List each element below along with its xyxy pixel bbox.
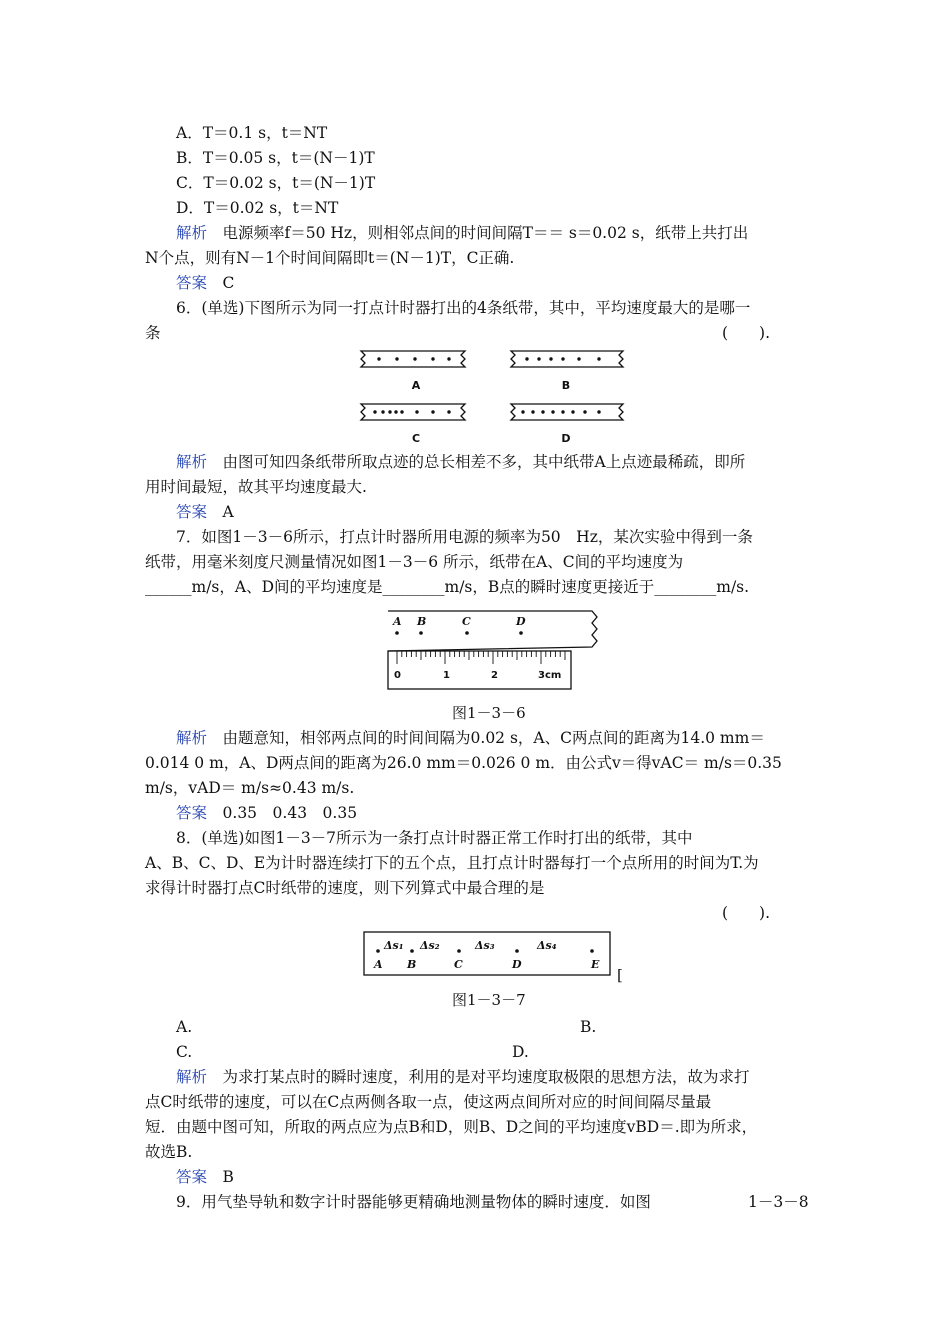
ruler-tick-2: 2 [491, 670, 498, 681]
tape-point-a: A [374, 958, 383, 971]
q8-analysis-line-2: 点C时纸带的速度，可以在C点两侧各取一点，使这两点间所对应的时间间隔尽量最 [145, 1093, 712, 1111]
ruler-point-c: C [462, 615, 471, 628]
q5-option-b: B．T＝0.05 s，t＝(N－1)T [176, 149, 375, 167]
q8-analysis-text-1: 为求打某点时的瞬时速度，利用的是对平均速度取极限的思想方法，故为求打 [222, 1068, 750, 1086]
q7-stem-line-3: ______m/s，A、D间的平均速度是________m/s，B点的瞬时速度更接近于________m/s. [145, 578, 750, 596]
answer-label: 答案 [176, 1168, 208, 1186]
q7-ruler-figure [385, 608, 605, 692]
q6-analysis-text-1: 由图可知四条纸带所取点迹的总长相差不多，其中纸带A上点迹最稀疏，即所 [222, 453, 746, 471]
tape-label-a: A [411, 379, 421, 392]
ruler-point-b: B [417, 615, 427, 628]
analysis-label: 解析 [176, 453, 208, 471]
q5-answer-value: C [222, 274, 235, 292]
q6-tapes-figure [355, 346, 630, 448]
q8-option-a: A. [176, 1018, 193, 1036]
delta-s4: Δs₄ [537, 939, 557, 952]
q7-stem-line-2: 纸带，用毫米刻度尺测量情况如图1－3－6 所示，纸带在A、C间的平均速度为 [145, 553, 684, 571]
analysis-label: 解析 [176, 224, 208, 242]
q5-analysis-line-1 [176, 223, 748, 243]
q8-option-c: C. [176, 1043, 193, 1061]
q9-stem-line-1: 9．用气垫导轨和数字计时器能够更精确地测量物体的瞬时速度．如图 [176, 1193, 651, 1211]
q8-answer-value: B [222, 1168, 234, 1186]
ruler-tick-0: 0 [394, 670, 401, 681]
q7-analysis-line-3: m/s，vAD＝ m/s≈0.43 m/s. [145, 779, 355, 797]
ruler-point-d: D [516, 615, 526, 628]
q6-answer-blank: ( ). [722, 324, 771, 342]
delta-s1: Δs₁ [384, 939, 404, 952]
q6-analysis-line-1 [176, 452, 745, 472]
q8-option-d: D. [512, 1043, 529, 1061]
q8-analysis-line-1 [176, 1067, 750, 1087]
tape-point-e: E [591, 958, 600, 971]
q6-analysis-line-2: 用时间最短，故其平均速度最大. [145, 478, 367, 496]
q7-stem-line-1: 7．如图1－3－6所示，打点计时器所用电源的频率为50 Hz，某次实验中得到一条 [176, 528, 753, 546]
q9-figure-ref: 1－3－8 [748, 1193, 809, 1211]
q5-answer [176, 273, 234, 293]
answer-label: 答案 [176, 804, 208, 822]
q6-stem-line-1: 6．(单选)下图所示为同一打点计时器打出的4条纸带，其中，平均速度最大的是哪一 [176, 299, 751, 317]
tape-point-c: C [454, 958, 463, 971]
q5-option-c: C．T＝0.02 s，t＝(N－1)T [176, 174, 376, 192]
tape-point-b: B [407, 958, 417, 971]
q5-analysis-text-1: 电源频率f＝50 Hz，则相邻点间的时间间隔T＝＝ s＝0.02 s，纸带上共打出 [222, 224, 749, 242]
q7-analysis-line-2: 0.014 0 m，A、D两点间的距离为26.0 mm＝0.026 0 m．由公式v＝得vAC＝ m/s＝0.35 [145, 754, 782, 772]
tape-label-c: C [411, 432, 421, 445]
q7-answer-value: 0.35 0.43 0.35 [222, 804, 358, 822]
tape-point-d: D [512, 958, 522, 971]
stray-bracket: [ [617, 966, 623, 984]
tape-label-b: B [561, 379, 571, 392]
q7-analysis-text-1: 由题意知，相邻两点间的时间间隔为0.02 s，A、C两点间的距离为14.0 mm＝ [222, 729, 765, 747]
q8-tape-figure [362, 930, 614, 978]
q7-figure-caption: 图1－3－6 [452, 704, 526, 722]
q7-answer [176, 803, 357, 823]
ruler-tick-3: 3cm [538, 670, 562, 681]
delta-s3: Δs₃ [475, 939, 495, 952]
q5-option-d: D．T＝0.02 s，t＝NT [176, 199, 339, 217]
ruler-tick-1: 1 [443, 670, 450, 681]
q5-option-a: A．T＝0.1 s，t＝NT [176, 124, 328, 142]
q8-answer-blank: ( ). [722, 904, 771, 922]
q7-analysis-line-1 [176, 728, 765, 748]
q6-answer [176, 502, 234, 522]
q8-answer [176, 1167, 234, 1187]
q8-analysis-line-3: 短．由题中图可知，所取的两点应为点B和D，则B、D之间的平均速度vBD＝.即为所求， [145, 1118, 758, 1136]
q8-option-b: B. [580, 1018, 597, 1036]
q8-analysis-line-4: 故选B. [145, 1143, 193, 1161]
analysis-label: 解析 [176, 1068, 208, 1086]
q8-stem-line-1: 8．(单选)如图1－3－7所示为一条打点计时器正常工作时打出的纸带，其中 [176, 829, 693, 847]
q5-analysis-line-2: N个点，则有N－1个时间间隔即t＝(N－1)T，C正确. [145, 249, 515, 267]
delta-s2: Δs₂ [420, 939, 440, 952]
analysis-label: 解析 [176, 729, 208, 747]
q6-answer-value: A [222, 503, 234, 521]
answer-label: 答案 [176, 274, 208, 292]
answer-label: 答案 [176, 503, 208, 521]
ruler-point-a: A [393, 615, 402, 628]
q8-stem-line-3: 求得计时器打点C时纸带的速度，则下列算式中最合理的是 [145, 879, 545, 897]
tape-label-d: D [561, 432, 571, 445]
q6-stem-line-2: 条 [145, 324, 161, 342]
q8-figure-caption: 图1－3－7 [452, 991, 526, 1009]
q8-stem-line-2: A、B、C、D、E为计时器连续打下的五个点，且打点计时器每打一个点所用的时间为T.为 [145, 854, 759, 872]
